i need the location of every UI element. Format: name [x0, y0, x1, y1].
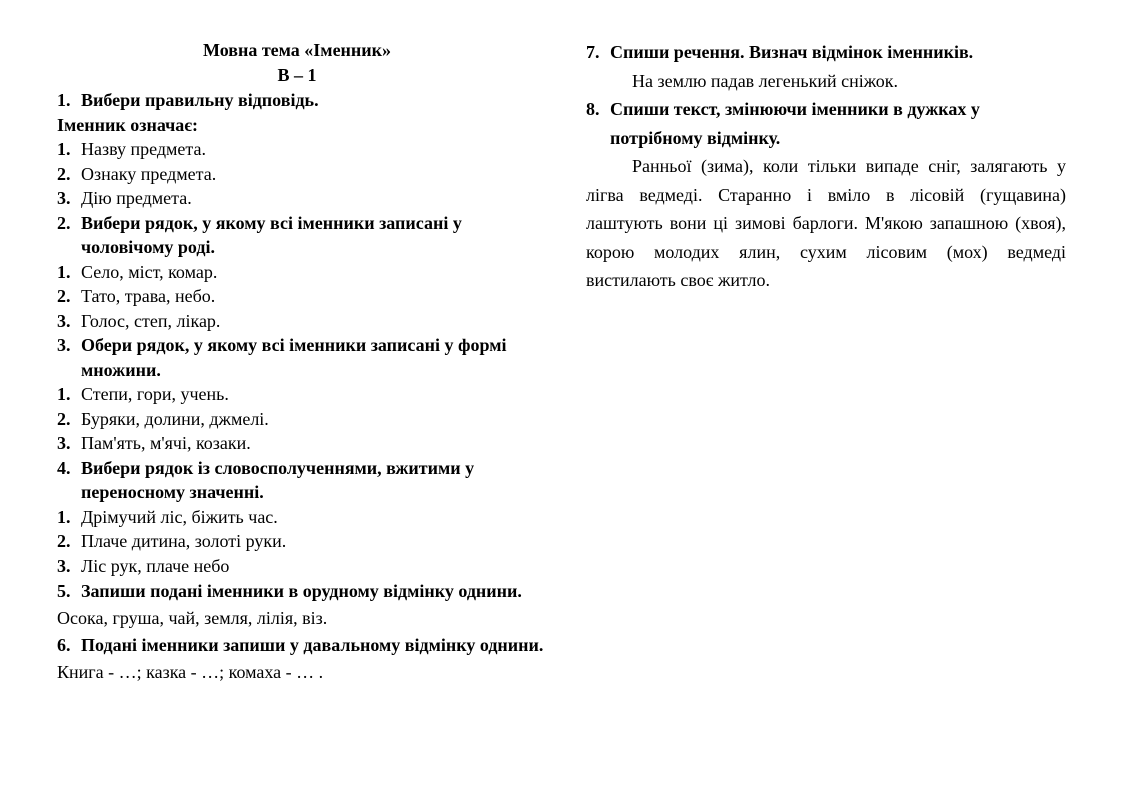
task-text: Спиши текст, змінюючи іменники в дужках у потрібному відмінку.: [610, 99, 980, 148]
task-text: Вибери рядок, у якому всі іменники записані у чоловічому роді.: [81, 212, 462, 257]
task-5-words: Осока, груша, чай, земля, лілія, віз.: [57, 608, 328, 628]
task-text: Вибери рядок із словосполученнями, вжитими у переносному значенні.: [81, 457, 475, 502]
option-text: Село, міст, комар.: [81, 261, 218, 282]
option-text: Ліс рук, плаче небо: [81, 555, 230, 576]
answer-option: [57, 309, 547, 334]
task-number: 1.: [57, 90, 71, 110]
option-text: Степи, гори, учень.: [81, 384, 229, 404]
option-number: 1.: [57, 384, 71, 404]
task-text: Вибери правильну відповідь.: [81, 90, 319, 110]
answer-option: [57, 284, 547, 309]
variant-label: В – 1: [277, 65, 317, 85]
task-number: 7.: [586, 42, 600, 62]
option-number: 3.: [57, 433, 71, 453]
task-number: 4.: [57, 457, 71, 478]
option-number: 1.: [57, 261, 71, 282]
task-text: Подані іменники запиши у давальному відмінку однини.: [81, 635, 544, 655]
task-4-title: [57, 456, 547, 505]
right-column: [586, 38, 1076, 295]
task-6-words: Книга - …; казка - …; комаха - … .: [57, 662, 324, 682]
task-number: 8.: [586, 99, 600, 119]
answer-option: [57, 137, 547, 162]
task-text: Обери рядок, у якому всі іменники записані у формі множини.: [81, 335, 507, 380]
option-number: 1.: [57, 506, 71, 527]
task-8-title: [586, 95, 1076, 152]
answer-option: [57, 407, 547, 432]
task-1-title: [57, 88, 547, 113]
answer-option: [57, 554, 547, 579]
option-number: 2.: [57, 408, 71, 429]
option-number: 3.: [57, 555, 71, 576]
task-5-title: [57, 578, 547, 605]
option-text: Дію предмета.: [81, 188, 192, 208]
task-text: Спиши речення. Визнач відмінок іменників.: [610, 42, 974, 62]
answer-option: [57, 505, 547, 530]
task-7-sentence: На землю падав легенький сніжок.: [632, 70, 898, 91]
answer-option: [57, 529, 547, 554]
answer-option: [57, 162, 547, 187]
answer-option: [57, 382, 547, 407]
task-6-title: [57, 632, 547, 659]
option-text: Ознаку предмета.: [81, 163, 217, 184]
option-text: Голос, степ, лікар.: [81, 310, 221, 331]
task-number: 5.: [57, 581, 71, 601]
page-title: Мовна тема «Іменник»: [202, 40, 392, 60]
task-1-subtitle: Іменник означає:: [57, 114, 199, 135]
task-text: Запиши подані іменники в орудному відмінку однини.: [81, 581, 522, 601]
answer-option: [57, 186, 547, 211]
task-number: 6.: [57, 635, 71, 655]
answer-option: [57, 431, 547, 456]
left-column: [57, 38, 547, 686]
option-number: 2.: [57, 286, 71, 306]
task-number: 2.: [57, 212, 71, 233]
option-number: 3.: [57, 188, 71, 208]
option-text: Буряки, долини, джмелі.: [81, 408, 269, 429]
option-number: 1.: [57, 139, 71, 159]
option-number: 2.: [57, 531, 71, 551]
option-number: 2.: [57, 163, 71, 184]
option-text: Назву предмета.: [81, 139, 206, 159]
option-text: Плаче дитина, золоті руки.: [81, 531, 287, 551]
task-2-title: [57, 211, 547, 260]
task-7-title: [586, 38, 1076, 67]
option-number: 3.: [57, 310, 71, 331]
option-text: Тато, трава, небо.: [81, 286, 216, 306]
task-number: 3.: [57, 335, 71, 355]
answer-option: [57, 260, 547, 285]
task-3-title: [57, 333, 547, 382]
task-8-text: Ранньої (зима), коли тільки випаде сніг, залягають у лігва ведмеді. Старанно і вміло в лісовій (гущавина) лаштують вони ці зимові барлоги. М'якою запашною (хвоя), корою молодих ялин, сухим лісовим (мох) ведмеді вистилають своє житло.: [586, 156, 1066, 290]
option-text: Пам'ять, м'ячі, козаки.: [81, 433, 251, 453]
option-text: Дрімучий ліс, біжить час.: [81, 506, 278, 527]
